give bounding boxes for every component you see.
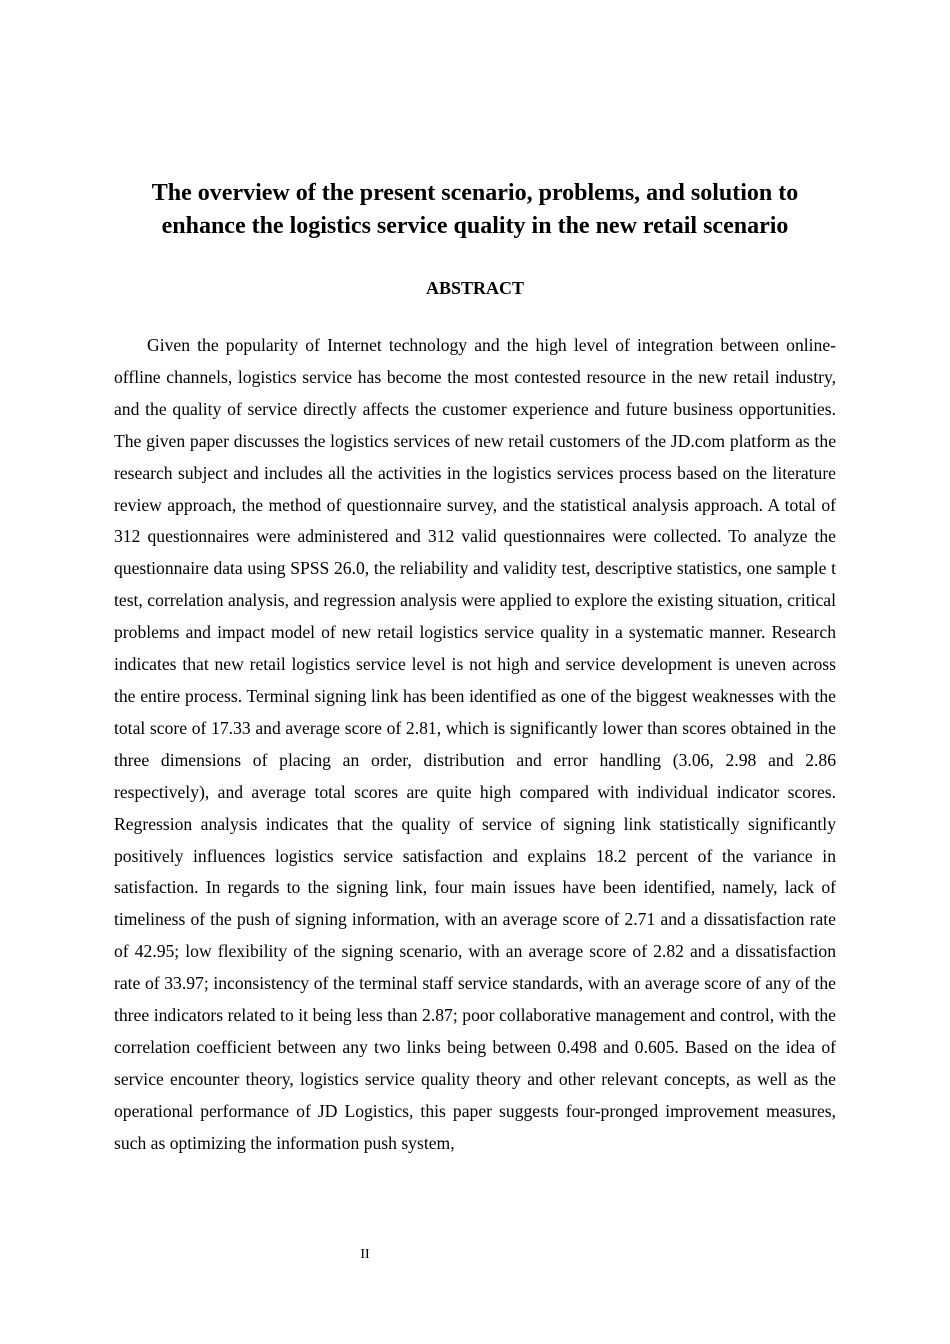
abstract-heading: ABSTRACT [425,278,525,298]
paper-title: The overview of the present scenario, problems, and solution to enhance the logistics service quality in the new retail scenario [151,180,799,239]
page-number: II [360,1247,370,1262]
abstract-body-text: Given the popularity of Internet technology and the high level of integration between online-offline channels, logistics service has become the most contested resource in the new retail industry, and the quality of service directly affects the customer experience and future business opportunities. The given paper discusses the logistics services of new retail customers of the JD.com platform as the research subject and includes all the activities in the logistics services process based on the literature review approach, the method of questionnaire survey, and the statistical analysis approach. A total of 312 questionnaires were administered and 312 valid questionnaires were collected. To analyze the questionnaire data using SPSS 26.0, the reliability and validity test, descriptive statistics, one sample t test, correlation analysis, and regression analysis were applied to explore the existing situation, critical problems and impact model of new retail logistics service quality in a systematic manner. Research indicates that new retail logistics service level is not high and service development is uneven across the entire process. Terminal signing link has been identified as one of the biggest weaknesses with the total score of 17.33 and average score of 2.81, which is significantly lower than scores obtained in the three dimensions of placing an order, distribution and error handling (3.06, 2.98 and 2.86 respectively), and average total scores are quite high compared with individual indicator scores. Regression analysis indicates that the quality of service of signing link statistically significantly positively influences logistics service satisfaction and explains 18.2 percent of the variance in satisfaction. In regards to the signing link, four main issues have been identified, namely, lack of timeliness of the push of signing information, with an average score of 2.71 and a dissatisfaction rate of 42.95; low flexibility of the signing scenario, with an average score of 2.82 and a dissatisfaction rate of 33.97; inconsistency of the terminal staff service standards, with an average score of any of the three indicators related to it being less than 2.87; poor collaborative management and control, with the correlation coefficient between any two links being between 0.498 and 0.605. Based on the idea of service encounter theory, logistics service quality theory and other relevant concepts, as well as the operational performance of JD Logistics, this paper suggests four-pronged improvement measures, such as optimizing the information push system, [114,335,836,1153]
